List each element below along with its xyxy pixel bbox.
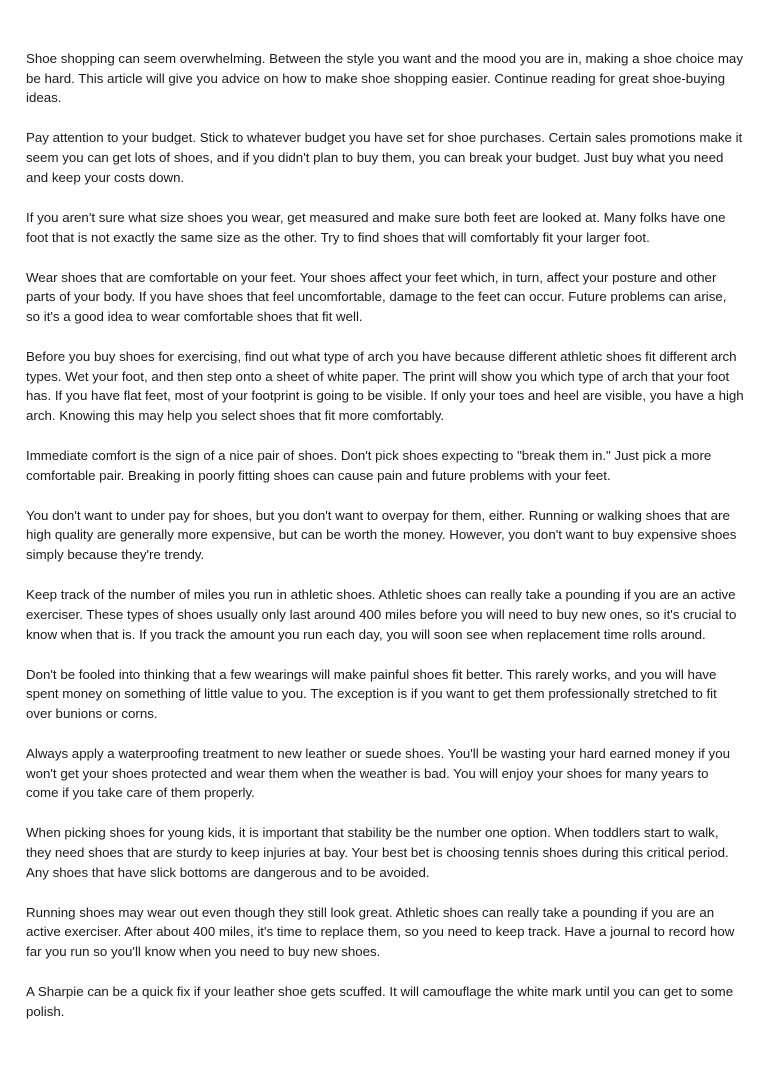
paragraph-budget: Pay attention to your budget. Stick to whatever budget you have set for shoe purchases. Certain sales promotions make it seem you can get lots of shoes, and if you didn't plan to buy them, you can break your budget. Just buy what you need and keep your costs down. xyxy=(26,130,743,185)
paragraph-kids: When picking shoes for young kids, it is important that stability be the number one option. When toddlers start to walk, they need shoes that are sturdy to keep injuries at bay. Your best bet is choosing tennis shoes during this critical period. Any shoes that have slick bottoms are dangerous and to be avoided. xyxy=(26,825,729,880)
paragraph-waterproofing: Always apply a waterproofing treatment to new leather or suede shoes. You'll be wasting your hard earned money if you won't get your shoes protected and wear them when the weather is bad. You will enjoy your shoes for many years to come if you take care of them properly. xyxy=(26,745,730,801)
paragraph-running-shoes: Running shoes may wear out even though they still look great. Athletic shoes can really take a pounding if you are an active exerciser. After about 400 miles, it's time to replace them, so you need to keep track. Have a journal to record how far you run so you'll know when you need to buy new shoes. xyxy=(26,904,735,960)
paragraph-size: If you aren't sure what size shoes you wear, get measured and make sure both feet are looked at. Many folks have one foot that is not exactly the same size as the other. Try to find shoes that will comfortably fit your larger foot. xyxy=(26,209,726,245)
paragraph-comfort: Wear shoes that are comfortable on your feet. Your shoes affect your feet which, in turn, affect your posture and other parts of your body. If you have shoes that feel uncomfortable, damage to the feet can occur. Future problems can arise, so it's a good idea to wear comfortable shoes that fit well. xyxy=(26,269,727,324)
paragraph-mileage: Keep track of the number of miles you run in athletic shoes. Athletic shoes can really take a pounding if you are an active exerciser. These types of shoes usually only last around 400 miles before you will need to buy new ones, so it's crucial to know when that is. If you track the amount you run each day, you will soon see when replacement time rolls around. xyxy=(26,587,737,642)
paragraph-intro: Shoe shopping can seem overwhelming. Between the style you want and the mood you are in, making a shoe choice may be hard. This article will give you advice on how to make shoe shopping easier. Continue reading for great shoe-buying ideas. xyxy=(26,51,743,106)
document-body xyxy=(26,49,744,1042)
paragraph-price: You don't want to under pay for shoes, but you don't want to overpay for them, either. Running or walking shoes that are high quality are generally more expensive, but can be worth the money. However, you don't want to buy expensive shoes simply because they're trendy. xyxy=(26,507,737,563)
paragraph-sharpie: A Sharpie can be a quick fix if your leather shoe gets scuffed. It will camouflage the white mark until you can get to some polish. xyxy=(26,984,734,1019)
paragraph-immediate-comfort: Immediate comfort is the sign of a nice pair of shoes. Don't pick shoes expecting to "break them in." Just pick a more comfortable pair. Breaking in poorly fitting shoes can cause pain and future problems with your feet. xyxy=(26,448,712,483)
paragraph-arch: Before you buy shoes for exercising, find out what type of arch you have because different athletic shoes fit different arch types. Wet your foot, and then step onto a sheet of white paper. The print will show you which type of arch that your foot has. If you have flat feet, most of your footprint is going to be visible. If only your toes and heel are visible, you have a high arch. Knowing this may help you select shoes that fit more comfortably. xyxy=(26,348,744,424)
paragraph-break-in: Don't be fooled into thinking that a few wearings will make painful shoes fit better. This rarely works, and you will have spent money on something of little value to you. The exception is if you want to get them professionally stretched to fit over bunions or corns. xyxy=(26,666,717,721)
